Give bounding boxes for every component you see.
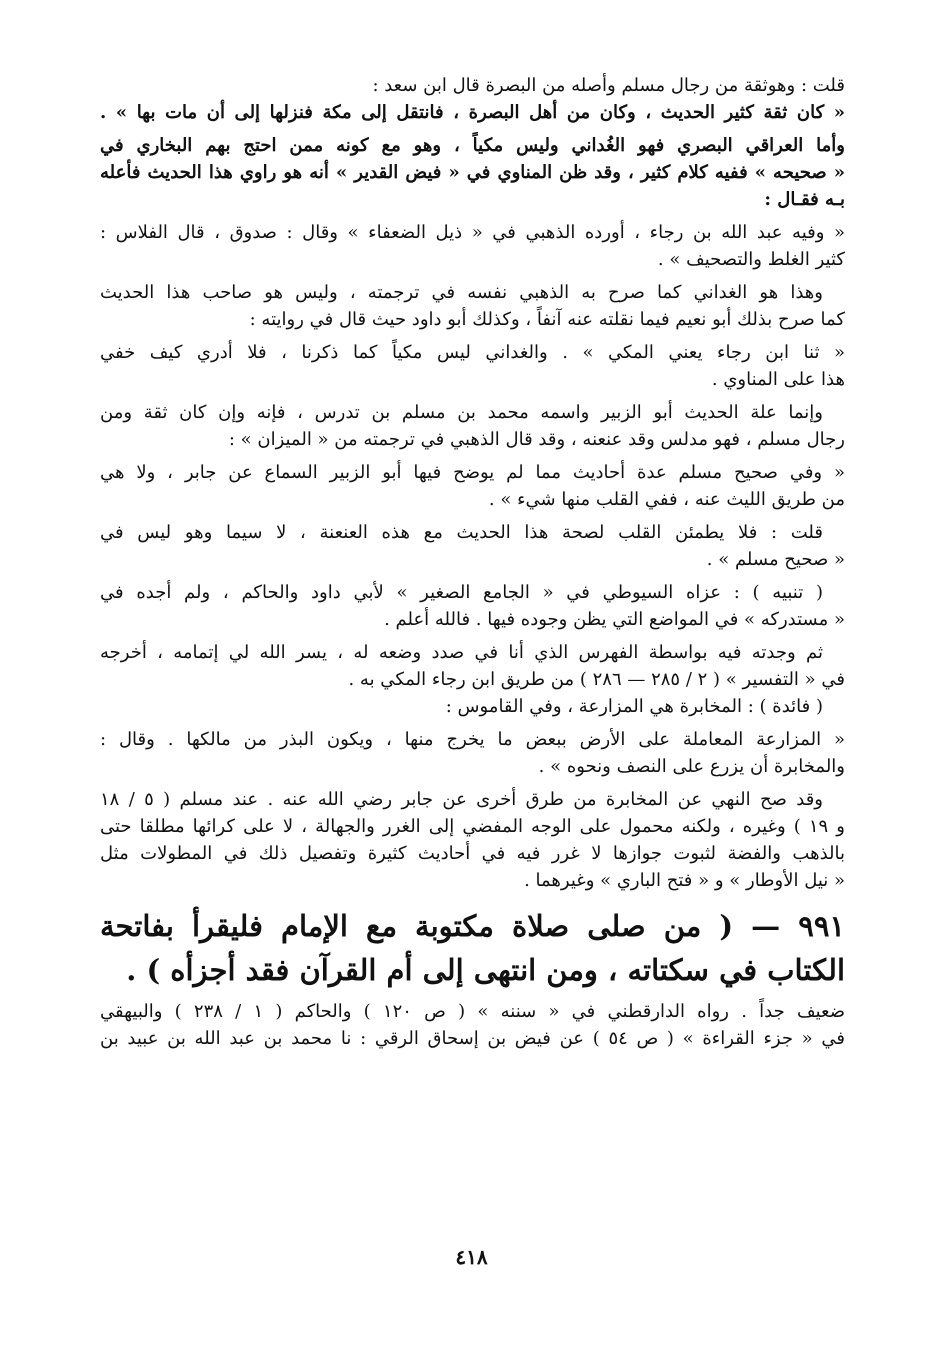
text-line: والمخابرة أن يزرع على النصف ونحوه » . [538,756,845,777]
text-line: « صحيحه » ففيه كلام كثير ، وقد ظن المناوي في « فيض القدير » أنه هو راوي هذا الحديث فأعله [100,162,845,183]
text-line: من طريق الليث عنه ، ففي القلب منها شيء » . [488,489,845,510]
text-line: « مستدركه » في المواضع التي يظن وجوده فيها . فالله أعلم . [384,609,845,630]
text-line: ( تنبيه ) : عزاه السيوطي في « الجامع الصغير » لأبي داود والحاكم ، ولم أجده في [100,582,823,603]
text-line: وأما العراقي البصري فهو الغُداني وليس مكياً ، وهو مع كونه ممن احتج بهم البخاري في [100,135,845,156]
text-line: بالذهب والفضة لثبوت جوازها لا غرر فيه في أحاديث كثيرة وتفصيل ذلك في المطولات مثل [100,843,845,864]
page-number: ٤١٨ [455,1245,488,1269]
text-line: « وفي صحيح مسلم عدة أحاديث مما لم يوضح فيها أبو الزبير السماع عن جابر ، ولا هي [100,462,845,483]
hadith-title-line: الكتاب في سكتاته ، ومن انتهى إلى أم القرآن فقد أجزأه ) . [126,953,845,987]
text-line: رجال مسلم ، فهو مدلس وقد عنعنه ، وقد قال الذهبي في ترجمته من « الميزان » : [228,429,845,450]
page-body [100,72,845,1052]
text-line: قلت : فلا يطمئن القلب لصحة هذا الحديث مع هذه العنعنة ، لا سيما وهو ليس في [100,522,823,543]
text-line: « وفيه عبد الله بن رجاء ، أورده الذهبي في « ذيل الضعفاء » وقال : صدوق ، قال الفلاس : [100,222,845,243]
text-line: بـه فقـال : [764,189,845,210]
grading-line: ضعيف جداً . رواه الدارقطني في « سننه » ( ص ١٢٠ ) والحاكم ( ١ / ٢٣٨ ) والبيهقي [100,1001,845,1022]
text-line: وهذا هو الغداني كما صرح به الذهبي نفسه في ترجمته ، وليس هو صاحب هذا الحديث [100,282,823,303]
text-line: في « التفسير » ( ٢ / ٢٨٥ — ٢٨٦ ) من طريق ابن رجاء المكي به . [348,669,845,690]
text-line: قلت : وهوثقة من رجال مسلم وأصله من البصرة قال ابن سعد : [372,75,845,96]
text-line: « المزارعة المعاملة على الأرض ببعض ما يخرج منها ، ويكون البذر من مالكها . وقال : [100,729,845,750]
hadith-title-line: ٩٩١ — ( من صلى صلاة مكتوبة مع الإمام فليقرأ بفاتحة [100,909,845,943]
text-line: « ثنا ابن رجاء يعني المكي » . والغداني ليس مكياً كما ذكرنا ، فلا أدري كيف خفي [100,342,845,363]
text-line: وقد صح النهي عن المخابرة من طرق أخرى عن جابر رضي الله عنه . عند مسلم ( ٥ / ١٨ [100,789,823,810]
text-line: « نيل الأوطار » و « فتح الباري » وغيرهما . [524,870,845,891]
text-line: « صحيح مسلم » . [706,549,845,570]
text-line: هذا على المناوي . [711,369,845,390]
text-line: و ١٩ ) وغيره ، ولكنه محمول على الوجه المفضي إلى الغرر والجهالة ، لا على كرائها مطلقا حتى [100,816,845,837]
text-line: « كان ثقة كثير الحديث ، وكان من أهل البصرة ، فانتقل إلى مكة فنزلها إلى أن مات بها » . [100,102,845,123]
text-line: وإنما علة الحديث أبو الزبير واسمه محمد بن مسلم بن تدرس ، فإنه وإن كان ثقة ومن [100,402,823,423]
text-line: ثم وجدته فيه بواسطة الفهرس الذي أنا في صدد وضعه له ، يسر الله لي إتمامه ، أخرجه [100,642,823,663]
text-line: كما صرح بذلك أبو نعيم فيما نقلته عنه آنفاً ، وكذلك أبو داود حيث قال في روايته : [249,309,845,330]
grading-line: في « جزء القراءة » ( ص ٥٤ ) عن فيض بن إسحاق الرقي : نا محمد بن عبد الله بن عبيد بن [100,1028,845,1049]
text-line: ( فائدة ) : المخابرة هي المزارعة ، وفي القاموس : [445,696,823,717]
text-line: كثير الغلط والتصحيف » . [657,249,845,270]
hadith-heading [100,904,845,992]
